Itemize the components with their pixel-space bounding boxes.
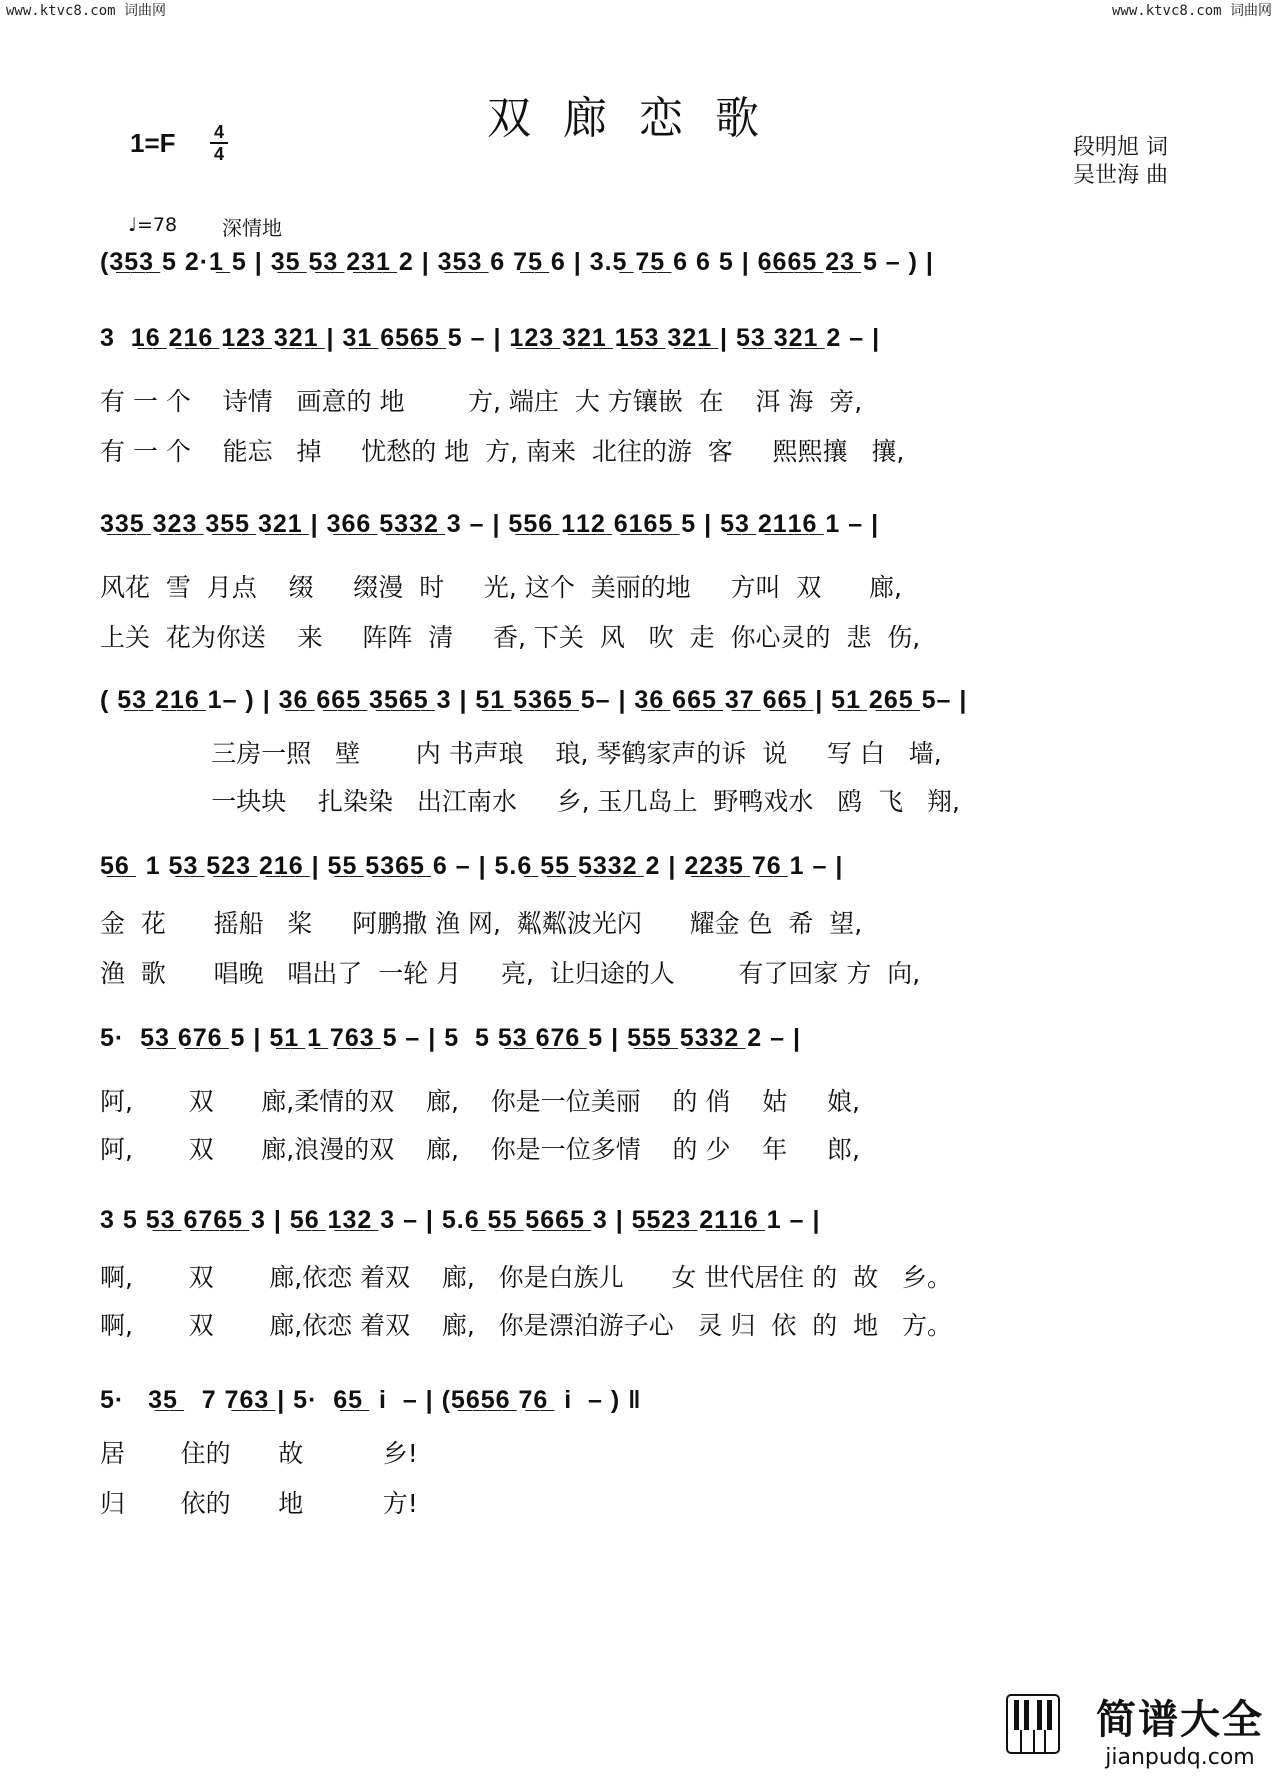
lyric-row: 金 花 摇船 桨 阿鹏撒 渔 网, 粼粼波光闪 耀金 色 希 望,: [100, 909, 863, 938]
lyric-row: 啊, 双 廊,依恋 着双 廊, 你是漂泊游子心 灵 归 依 的 地 方。: [100, 1311, 952, 1340]
notation-row: 5̲6̲ 1 5̲3̲ 5̲2̲3̲ 2̲1̲6̲ | 5̲5̲ 5̲3̲6̲5̲ 6 – | 5.6̲ 5̲5̲ 5̲3̲3̲2̲ 2 | 2̲2̲3̲5̲ 7̲6̲ 1 – |: [100, 852, 844, 880]
notation-row: 3̲3̲5̲ 3̲2̲3̲ 3̲5̲5̲ 3̲2̲1̲ | 3̲6̲6̲ 5̲3̲3̲2̲ 3 – | 5̲5̲6̲ 1̲1̲2̲ 6̲1̲6̲5̲ 5 | 5̲3̲ 2̲1̲1̲6̲ 1 – |: [100, 510, 880, 538]
credits: [1073, 134, 1168, 190]
notation-row: 5· 3̲5̲ 7 7̲6̲3̲ | 5· 6̲5̲ i – | (5̲6̲5̲6̲ 7̲6̲ i – ) ‖: [100, 1386, 642, 1414]
notation-row: ( 5̲3̲ 2̲1̲6̲ 1– ) | 3̲6̲ 6̲6̲5̲ 3̲5̲6̲5̲ 3 | 5̲1̲ 5̲3̲6̲5̲ 5– | 3̲6̲ 6̲6̲5̲ 3̲7̲ 6̲6̲5̲ | 5̲1̲ 2̲6̲5̲ 5– |: [100, 686, 968, 714]
notation-row: (3̲5̲3̲ 5 2·1̲ 5 | 3̲5̲ 5̲3̲ 2̲3̲1̲ 2 | 3̲5̲3̲ 6 7̲5̲ 6 | 3.5̲ 7̲5̲ 6 6 5 | 6̲6̲6̲5̲ 2̲3̲ 5 – ) |: [100, 248, 934, 276]
lyric-row: 上关 花为你送 来 阵阵 清 香, 下关 风 吹 走 你心灵的 悲 伤,: [100, 623, 921, 652]
watermark-brand: 简谱大全: [1096, 1697, 1264, 1743]
watermark: [1096, 1688, 1264, 1770]
time-signature-bottom: 4: [210, 142, 228, 164]
notation-row: 3 1̲6̲ 2̲1̲6̲ 1̲2̲3̲ 3̲2̲1̲ | 3̲1̲ 6̲5̲6̲5̲ 5 – | 1̲2̲3̲ 3̲2̲1̲ 1̲5̲3̲ 3̲2̲1̲ | 5̲3̲ 3̲2̲1̲ 2 – |: [100, 324, 881, 352]
key-signature: 1=F: [130, 128, 176, 158]
lyric-row: 一块块 扎染染 出江南水 乡, 玉几岛上 野鸭戏水 鸥 飞 翔,: [100, 787, 960, 816]
lyric-row: 居 住的 故 乡!: [100, 1439, 418, 1468]
lyricist-credit: 段明旭 词: [1073, 135, 1168, 160]
time-signature: [210, 122, 228, 164]
lyric-row: 有 一 个 能忘 掉 忧愁的 地 方, 南来 北往的游 客 熙熙攘 攘,: [100, 437, 905, 466]
notation-row: 3 5 5̲3̲ 6̲7̲6̲5̲ 3 | 5̲6̲ 1̲3̲2̲ 3 – | 5.6̲ 5̲5̲ 5̲6̲6̲5̲ 3 | 5̲5̲2̲3̲ 2̲1̲1̲6̲ 1 – |: [100, 1206, 821, 1234]
lyric-row: 风花 雪 月点 缀 缀漫 时 光, 这个 美丽的地 方叫 双 廊,: [100, 573, 902, 602]
lyric-row: 渔 歌 唱晚 唱出了 一轮 月 亮, 让归途的人 有了回家 方 向,: [100, 959, 921, 988]
header-site-right: www.ktvc8.com 词曲网: [1111, 3, 1272, 19]
song-title: 双廊恋歌: [487, 93, 791, 144]
tempo-marking: ♩=78: [128, 214, 178, 236]
lyric-row: 阿, 双 廊,浪漫的双 廊, 你是一位多情 的 少 年 郎,: [100, 1135, 860, 1164]
composer-credit: 吴世海 曲: [1073, 163, 1168, 188]
lyric-row: 归 依的 地 方!: [100, 1489, 418, 1518]
notation-row: 5· 5̲3̲ 6̲7̲6̲ 5 | 5̲1̲ 1̲ 7̲6̲3̲ 5 – | 5 5 5̲3̲ 6̲7̲6̲ 5 | 5̲5̲5̲ 5̲3̲3̲2̲ 2 – |: [100, 1024, 801, 1052]
watermark-url: jianpudq.com: [1105, 1745, 1255, 1770]
lyric-row: 三房一照 壁 内 书声琅 琅, 琴鹤家声的诉 说 写 白 墙,: [100, 739, 942, 768]
lyric-row: 有 一 个 诗情 画意的 地 方, 端庄 大 方镶嵌 在 洱 海 旁,: [100, 387, 863, 416]
time-signature-top: 4: [213, 122, 224, 142]
lyric-row: 啊, 双 廊,依恋 着双 廊, 你是白族儿 女 世代居住 的 故 乡。: [100, 1263, 952, 1292]
lyric-row: 阿, 双 廊,柔情的双 廊, 你是一位美丽 的 俏 姑 娘,: [100, 1087, 860, 1116]
expression-marking: 深情地: [222, 216, 282, 240]
piano-keys-icon: [1006, 1694, 1060, 1754]
header-site-left: www.ktvc8.com 词曲网: [6, 3, 167, 19]
